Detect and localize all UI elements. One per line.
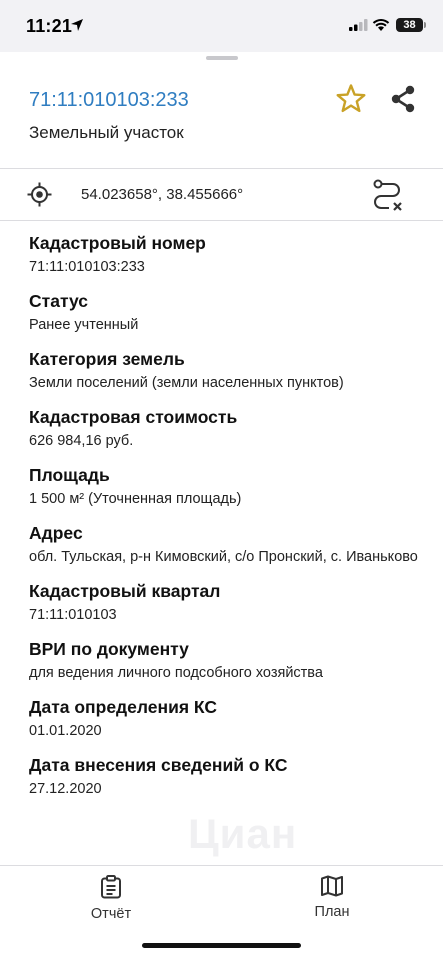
tab-report[interactable] (66, 875, 156, 922)
field-entry-date (29, 754, 429, 800)
object-type-subtitle: Земельный участок (29, 123, 184, 142)
field-value: Земли поселений (земли населенных пунктов) (29, 375, 344, 391)
clipboard-icon (100, 875, 122, 899)
parcel-details (29, 232, 429, 812)
tab-plan-label: План (314, 904, 350, 920)
status-bar (0, 0, 443, 52)
field-area (29, 464, 429, 510)
crosshair-icon[interactable] (27, 182, 52, 207)
field-label: Площадь (29, 465, 110, 485)
cian-watermark: Циан (188, 810, 298, 857)
field-label: Дата внесения сведений о КС (29, 755, 288, 775)
field-value: 71:11:010103 (29, 607, 117, 623)
field-cadastral-quarter (29, 580, 429, 626)
field-value: 01.01.2020 (29, 723, 102, 739)
field-label: Кадастровый квартал (29, 581, 221, 601)
star-icon[interactable] (334, 82, 368, 116)
field-value: 626 984,16 руб. (29, 433, 134, 449)
tab-plan[interactable] (287, 875, 377, 920)
status-time: 11:21 (26, 16, 73, 36)
field-valuation-date (29, 696, 429, 742)
field-value: 1 500 м² (Уточненная площадь) (29, 491, 242, 507)
parcel-sheet (0, 52, 443, 960)
field-permitted-use (29, 638, 429, 684)
battery-indicator: 38 (396, 18, 423, 32)
field-label: Адрес (29, 523, 83, 543)
cadastral-number-title[interactable]: 71:11:010103:233 (29, 89, 189, 111)
coordinates-text[interactable]: 54.023658°, 38.455666° (81, 186, 244, 203)
divider (0, 220, 443, 221)
map-icon (320, 875, 344, 897)
location-arrow-icon (70, 18, 84, 32)
wifi-icon (372, 18, 390, 32)
field-label: ВРИ по документу (29, 639, 189, 659)
route-cancel-icon[interactable] (371, 178, 405, 212)
field-value: 71:11:010103:233 (29, 259, 145, 275)
field-label: Кадастровая стоимость (29, 407, 238, 427)
field-label: Кадастровый номер (29, 233, 206, 253)
field-label: Категория земель (29, 349, 185, 369)
sheet-grabber[interactable] (206, 56, 238, 60)
share-icon[interactable] (387, 83, 419, 115)
cellular-signal-icon (349, 19, 369, 31)
home-indicator (142, 943, 301, 948)
field-status (29, 290, 429, 336)
field-cadastral-number (29, 232, 429, 278)
field-label: Дата определения КС (29, 697, 217, 717)
field-value: Ранее учтенный (29, 317, 139, 333)
field-cadastral-value (29, 406, 429, 452)
field-value: для ведения личного подсобного хозяйства (29, 665, 323, 681)
field-value: 27.12.2020 (29, 781, 102, 797)
field-label: Статус (29, 291, 88, 311)
battery-tip (424, 22, 426, 28)
field-address (29, 522, 429, 568)
field-value: обл. Тульская, р-н Кимовский, с/о Пронский, с. Иваньково (29, 549, 418, 565)
tab-report-label: Отчёт (90, 906, 132, 922)
coordinates-row[interactable] (0, 169, 443, 220)
field-land-category (29, 348, 429, 394)
